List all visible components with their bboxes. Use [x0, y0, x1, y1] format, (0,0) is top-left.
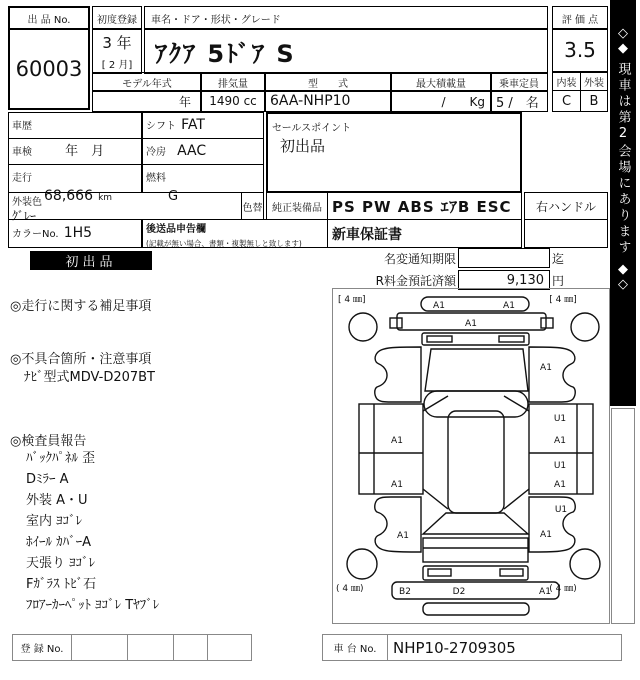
name-change-deadline-label: 名変通知期限: [383, 252, 456, 266]
mark-rear-bumper-center: D2: [452, 587, 466, 597]
roof-front-shape: [424, 391, 528, 417]
car-damage-diagram: [333, 289, 609, 623]
shift-label: シフト: [146, 121, 176, 132]
later-items-label: 後送品申告欄: [146, 224, 206, 235]
connector-line: [504, 489, 529, 509]
first-registration-label: 初度登録: [92, 6, 142, 30]
displacement-value: 1490 cc: [200, 90, 266, 112]
mark-front-bumper-right: A1: [503, 301, 515, 311]
defect-notes-title: ◎不具合箇所・注意事項: [10, 352, 152, 367]
interior-grade-value: C: [552, 90, 581, 112]
interior-grade-label: 内装: [552, 72, 581, 91]
roof-panel-shape: [448, 411, 504, 513]
fuel-label: 燃料: [146, 173, 166, 184]
windshield-shape: [425, 349, 528, 391]
displacement-label: 排気量: [200, 72, 266, 92]
rear-hatch-shape: [423, 538, 528, 562]
car-name-value: ｱｸｱ 5ﾄﾞｱ S: [144, 28, 548, 74]
tire-front-right: [571, 313, 599, 341]
diamond-filled-icon: ◆: [618, 41, 628, 56]
mark-left-rear-door: A1: [391, 480, 403, 490]
rear-lamp-right: [500, 569, 523, 576]
diamond-outline-icon: ◇: [618, 26, 628, 41]
tire-label-rl: ( 4 ㎜): [336, 584, 364, 594]
history-label: 車歴: [12, 121, 32, 132]
name-change-deadline-suffix: 迄: [552, 252, 565, 266]
steering-position: 右ハンドル: [524, 192, 608, 220]
registration-no-box: [12, 634, 252, 661]
capacity-label: 乗車定員: [490, 72, 548, 92]
mark-right-front-door-u: U1: [553, 414, 567, 424]
front-left-fender-shape: [375, 347, 421, 402]
divider: [173, 635, 174, 660]
rear-lamp-left: [428, 569, 451, 576]
mark-rear-bumper-right: A1: [539, 587, 551, 597]
mark-right-front-fender: A1: [540, 363, 552, 373]
recycle-fee-value: 9,130: [458, 270, 550, 290]
inspector-line: ﾌﾛｱｰｶｰﾍﾟｯﾄ ﾖｺﾞﾚ Tﾔﾌﾞﾚ: [26, 598, 160, 613]
rear-panel-shape: [423, 566, 528, 580]
mark-front-bumper-left: A1: [433, 301, 445, 311]
mark-hood: A1: [465, 319, 477, 329]
mark-rear-bumper-left: B2: [399, 587, 411, 597]
hood-end-left: [390, 318, 402, 328]
side-empty-column: [611, 408, 635, 624]
venue-banner: [610, 0, 636, 406]
inspector-line: Fｶﾞﾗｽ ﾄﾋﾞ石: [26, 577, 97, 592]
mark-right-rear-fender-u: U1: [554, 505, 568, 515]
diamond-filled-icon: ◆: [618, 262, 628, 277]
sales-point-label: セールスポイント: [272, 123, 352, 134]
rear-glass-shape: [423, 513, 528, 534]
recycle-fee-unit: 円: [552, 274, 565, 288]
connector-line: [423, 489, 448, 509]
inspector-report-title: ◎検査員報告: [10, 434, 87, 449]
tire-label-fr: [ 4 ㎜]: [549, 295, 577, 305]
empty-cell: [524, 219, 608, 248]
lot-no-value: 60003: [8, 28, 90, 110]
exterior-color-value: ｸﾞﾚｰ: [12, 209, 37, 223]
tire-label-rr: ( 4 ㎜): [549, 584, 577, 594]
rear-right-fender-shape: [529, 497, 575, 552]
mileage-value: 68,666: [44, 188, 93, 204]
mark-left-rear-fender: A1: [397, 531, 409, 541]
chassis-no-label: 車 台 No.: [323, 635, 388, 660]
model-year-label: モデル年式: [92, 72, 202, 92]
chassis-no-box: [322, 634, 622, 661]
score-label: 評 価 点: [552, 6, 608, 30]
chassis-no-value: NHP10-2709305: [393, 638, 516, 657]
diamond-outline-icon: ◇: [618, 277, 628, 292]
venue-banner-text: 現車は第2会場にあります: [615, 62, 631, 256]
cowl-vent-left: [427, 336, 452, 342]
inspector-report-list: [26, 448, 159, 616]
tire-rear-right: [570, 549, 600, 579]
fuel-value: G: [168, 189, 179, 204]
running-notes-title: ◎走行に関する補足事項: [10, 299, 152, 314]
first-registration-year: 3 年: [102, 33, 132, 52]
exterior-grade-label: 外装: [580, 72, 608, 91]
hood-end-right: [541, 318, 553, 328]
registration-no-label: 登 録 No.: [13, 635, 72, 660]
first-listing-badge: 初出品: [30, 251, 152, 270]
defect-note-line: ﾅﾋﾞ型式MDV-D207BT: [24, 370, 156, 385]
mark-right-front-door-a: A1: [554, 436, 566, 446]
model-code-value: 6AA-NHP10: [264, 90, 392, 112]
mileage-label: 走行: [12, 173, 32, 184]
shift-value: FAT: [181, 117, 205, 133]
tire-rear-left: [347, 549, 377, 579]
color-change-label: 色替: [241, 192, 264, 220]
max-load-value: / Kg: [390, 90, 492, 112]
car-name-label: 車名・ドア・形状・グレード: [144, 6, 548, 30]
mileage-unit: km: [98, 193, 113, 203]
first-registration-month: [ 2 月]: [101, 59, 133, 71]
inspection-value: 年 月: [65, 144, 105, 159]
cowl-shape: [422, 333, 529, 345]
mark-right-rear-door-u: U1: [553, 461, 567, 471]
capacity-value: 5 / 名: [490, 90, 548, 112]
name-change-deadline-field: [458, 248, 550, 268]
under-plate-shape: [423, 603, 529, 615]
divider: [127, 635, 128, 660]
recycle-fee-label: R料金預託済額: [375, 274, 456, 288]
inspector-line: ﾎｲｰﾙ ｶﾊﾞｰA: [26, 535, 92, 550]
inspection-label: 車検: [12, 147, 32, 158]
model-year-value: 年: [92, 90, 202, 112]
inspector-line: Dﾐﾗｰ A: [26, 472, 69, 487]
max-load-label: 最大積載量: [390, 72, 492, 92]
front-right-fender-shape: [529, 347, 575, 402]
sales-point-value: 初出品: [280, 137, 326, 155]
ac-label: 冷房: [146, 147, 166, 158]
color-no-value: 1H5: [63, 225, 93, 241]
warranty-value: 新車保証書: [327, 219, 522, 248]
tire-front-left: [349, 313, 377, 341]
ac-value: AAC: [177, 143, 207, 159]
mark-right-rear-door-a: A1: [554, 480, 566, 490]
inspector-line: ﾊﾞｯｸﾊﾟﾈﾙ 歪: [26, 451, 96, 466]
exterior-color-label: 外装色: [12, 197, 42, 208]
tire-label-fl: [ 4 ㎜]: [338, 295, 366, 305]
mark-left-front-door: A1: [391, 436, 403, 446]
connector-line: [504, 396, 529, 411]
later-items-note: (記載が無い場合、書類・複製無しと致します): [146, 239, 302, 248]
model-code-label: 型 式: [264, 72, 392, 92]
inspector-line: 外装 A・U: [26, 493, 88, 508]
connector-line: [423, 396, 448, 411]
color-no-label: カラーNo.: [12, 229, 59, 240]
inspector-line: 天張り ﾖｺﾞﾚ: [26, 556, 96, 571]
divider: [207, 635, 208, 660]
rear-bumper-shape: [392, 582, 559, 599]
inspector-line: 室内 ﾖｺﾞﾚ: [26, 514, 83, 529]
exterior-grade-value: B: [580, 90, 608, 112]
score-value: 3.5: [552, 28, 608, 72]
equipment-label: 純正装備品: [266, 192, 328, 220]
lot-no-label: 出 品 No.: [8, 6, 90, 30]
cowl-vent-right: [499, 336, 524, 342]
rear-left-fender-shape: [375, 497, 421, 552]
mark-right-rear-fender-a: A1: [540, 530, 552, 540]
equipment-value: PS PW ABS ｴｱB ESC: [327, 192, 522, 220]
